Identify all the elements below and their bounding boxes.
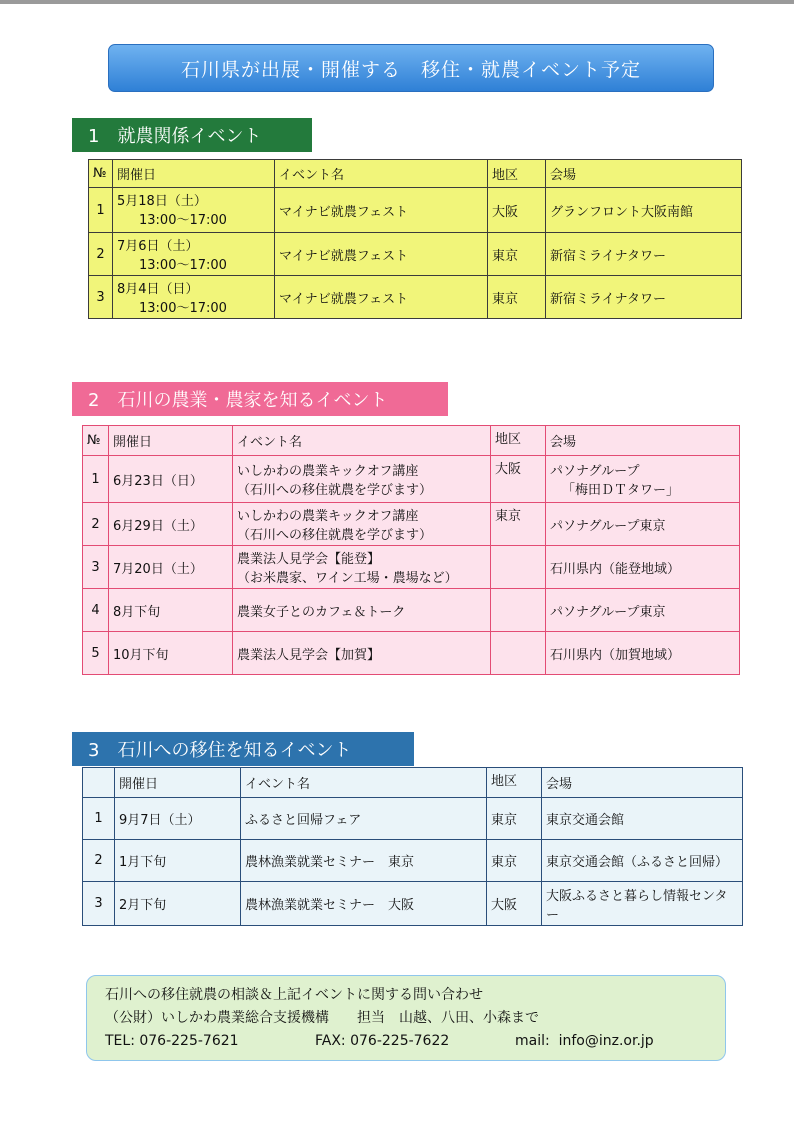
row-event: 農林漁業就業セミナー 大阪: [241, 882, 487, 926]
row-date: 6月29日（土）: [109, 503, 233, 546]
row-area: 東京: [488, 276, 546, 319]
row-date: [113, 276, 275, 319]
row-event: ふるさと回帰フェア: [241, 798, 487, 840]
table-header-row: [83, 768, 743, 798]
table-row: [83, 798, 743, 840]
col-area-header: 地区: [487, 768, 542, 798]
row-date-day: 7月6日（土）: [117, 239, 199, 254]
top-border-line: [0, 0, 794, 4]
table-header-row: [89, 160, 742, 188]
row-no: 2: [83, 503, 109, 546]
col-venue-header: 会場: [542, 768, 743, 798]
row-venue: 新宿ミライナタワー: [546, 233, 742, 276]
row-venue: パソナグループ東京: [546, 503, 740, 546]
page-title-banner: [108, 44, 714, 92]
col-event-header: イベント名: [275, 160, 488, 188]
col-venue-header: 会場: [546, 426, 740, 456]
contact-heading: 石川への移住就農の相談＆上記イベントに関する問い合わせ: [105, 987, 483, 1003]
row-venue-building: 「梅田ＤＴタワー」: [562, 483, 680, 498]
row-no: 1: [89, 188, 113, 233]
row-date: 7月20日（土）: [109, 546, 233, 589]
row-no: 3: [83, 882, 115, 926]
row-venue: 石川県内（加賀地域）: [546, 632, 740, 675]
table-row: [83, 882, 743, 926]
row-date: [113, 188, 275, 233]
row-event: マイナビ就農フェスト: [275, 276, 488, 319]
row-area: [491, 546, 546, 589]
row-event: 農業女子とのカフェ＆トーク: [233, 589, 491, 632]
contact-tel: TEL: 076-225-7621: [105, 1033, 239, 1049]
row-event-name: いしかわの農業キックオフ講座: [237, 464, 419, 479]
section3-heading: 3 石川への移住を知るイベント: [72, 732, 414, 766]
row-area: 東京: [491, 503, 546, 546]
row-area: 東京: [487, 840, 542, 882]
section2-table: [82, 425, 740, 675]
row-event: [233, 503, 491, 546]
row-venue: 東京交通会館（ふるさと回帰）: [542, 840, 743, 882]
table-row: [83, 456, 740, 503]
row-area: [491, 632, 546, 675]
row-no: 2: [83, 840, 115, 882]
row-date-day: 5月18日（土）: [117, 194, 207, 209]
contact-details: [105, 1030, 725, 1053]
row-event-note: （石川への移住就農を学びます）: [237, 528, 433, 543]
row-venue: パソナグループ東京: [546, 589, 740, 632]
table-row: [89, 276, 742, 319]
col-venue-header: 会場: [546, 160, 742, 188]
row-no: 1: [83, 798, 115, 840]
col-date-header: 開催日: [115, 768, 241, 798]
row-event: マイナビ就農フェスト: [275, 233, 488, 276]
table-row: [89, 233, 742, 276]
row-venue: 新宿ミライナタワー: [546, 276, 742, 319]
row-event-note: （お米農家、ワイン工場・農場など）: [237, 571, 458, 586]
row-date: [113, 233, 275, 276]
row-venue: 東京交通会館: [542, 798, 743, 840]
row-area: 大阪: [487, 882, 542, 926]
col-area-header: 地区: [488, 160, 546, 188]
section1-heading: 1 就農関係イベント: [72, 118, 312, 152]
row-date-time: 13:00～17:00: [139, 258, 227, 273]
section3-table: [82, 767, 743, 926]
row-date: 2月下旬: [115, 882, 241, 926]
row-date: 1月下旬: [115, 840, 241, 882]
row-event: [233, 456, 491, 503]
row-area: [491, 589, 546, 632]
row-area: 東京: [487, 798, 542, 840]
row-venue: [542, 882, 743, 926]
row-area: 大阪: [491, 456, 546, 503]
section1-table: [88, 159, 742, 319]
row-venue-name: パソナグループ: [550, 464, 640, 479]
row-venue-name: 大阪ふるさと暮らし情報センタ: [546, 888, 728, 904]
row-date-time: 13:00～17:00: [139, 213, 227, 228]
row-event-name: いしかわの農業キックオフ講座: [237, 509, 419, 524]
contact-fax: FAX: 076-225-7622: [315, 1033, 450, 1049]
row-event: 農業法人見学会【加賀】: [233, 632, 491, 675]
row-venue: [546, 456, 740, 503]
table-row: [83, 589, 740, 632]
row-date-time: 13:00～17:00: [139, 301, 227, 316]
contact-mail: mail: info@inz.or.jp: [515, 1033, 654, 1049]
row-event: 農林漁業就業セミナー 東京: [241, 840, 487, 882]
row-area: 東京: [488, 233, 546, 276]
row-venue-name-cont: ー: [546, 907, 560, 923]
row-venue: グランフロント大阪南館: [546, 188, 742, 233]
row-date: 8月下旬: [109, 589, 233, 632]
row-no: 1: [83, 456, 109, 503]
section2-heading: 2 石川の農業・農家を知るイベント: [72, 382, 448, 416]
col-area-header: 地区: [491, 426, 546, 456]
contact-box: [86, 975, 726, 1061]
table-header-row: [83, 426, 740, 456]
table-row: [89, 188, 742, 233]
col-date-header: 開催日: [113, 160, 275, 188]
row-no: 3: [83, 546, 109, 589]
row-venue: 石川県内（能登地域）: [546, 546, 740, 589]
table-row: [83, 503, 740, 546]
table-row: [83, 632, 740, 675]
col-no-header: [83, 768, 115, 798]
table-row: [83, 840, 743, 882]
contact-organization: （公財）いしかわ農業総合支援機構 担当 山越、八田、小森まで: [105, 1010, 539, 1026]
row-date: 6月23日（日）: [109, 456, 233, 503]
col-date-header: 開催日: [109, 426, 233, 456]
col-no-header: №: [83, 426, 109, 456]
row-no: 4: [83, 589, 109, 632]
row-no: 3: [89, 276, 113, 319]
row-area: 大阪: [488, 188, 546, 233]
page-title: 石川県が出展・開催する 移住・就農イベント予定: [180, 58, 641, 81]
col-no-header: №: [89, 160, 113, 188]
row-event-note: （石川への移住就農を学びます）: [237, 483, 433, 498]
row-no: 2: [89, 233, 113, 276]
col-event-header: イベント名: [241, 768, 487, 798]
row-date: 10月下旬: [109, 632, 233, 675]
row-date-day: 8月4日（日）: [117, 282, 199, 297]
row-event-name: 農業法人見学会【能登】: [237, 552, 381, 567]
col-event-header: イベント名: [233, 426, 491, 456]
row-event: マイナビ就農フェスト: [275, 188, 488, 233]
row-no: 5: [83, 632, 109, 675]
table-row: [83, 546, 740, 589]
row-date: 9月7日（土）: [115, 798, 241, 840]
row-event: [233, 546, 491, 589]
